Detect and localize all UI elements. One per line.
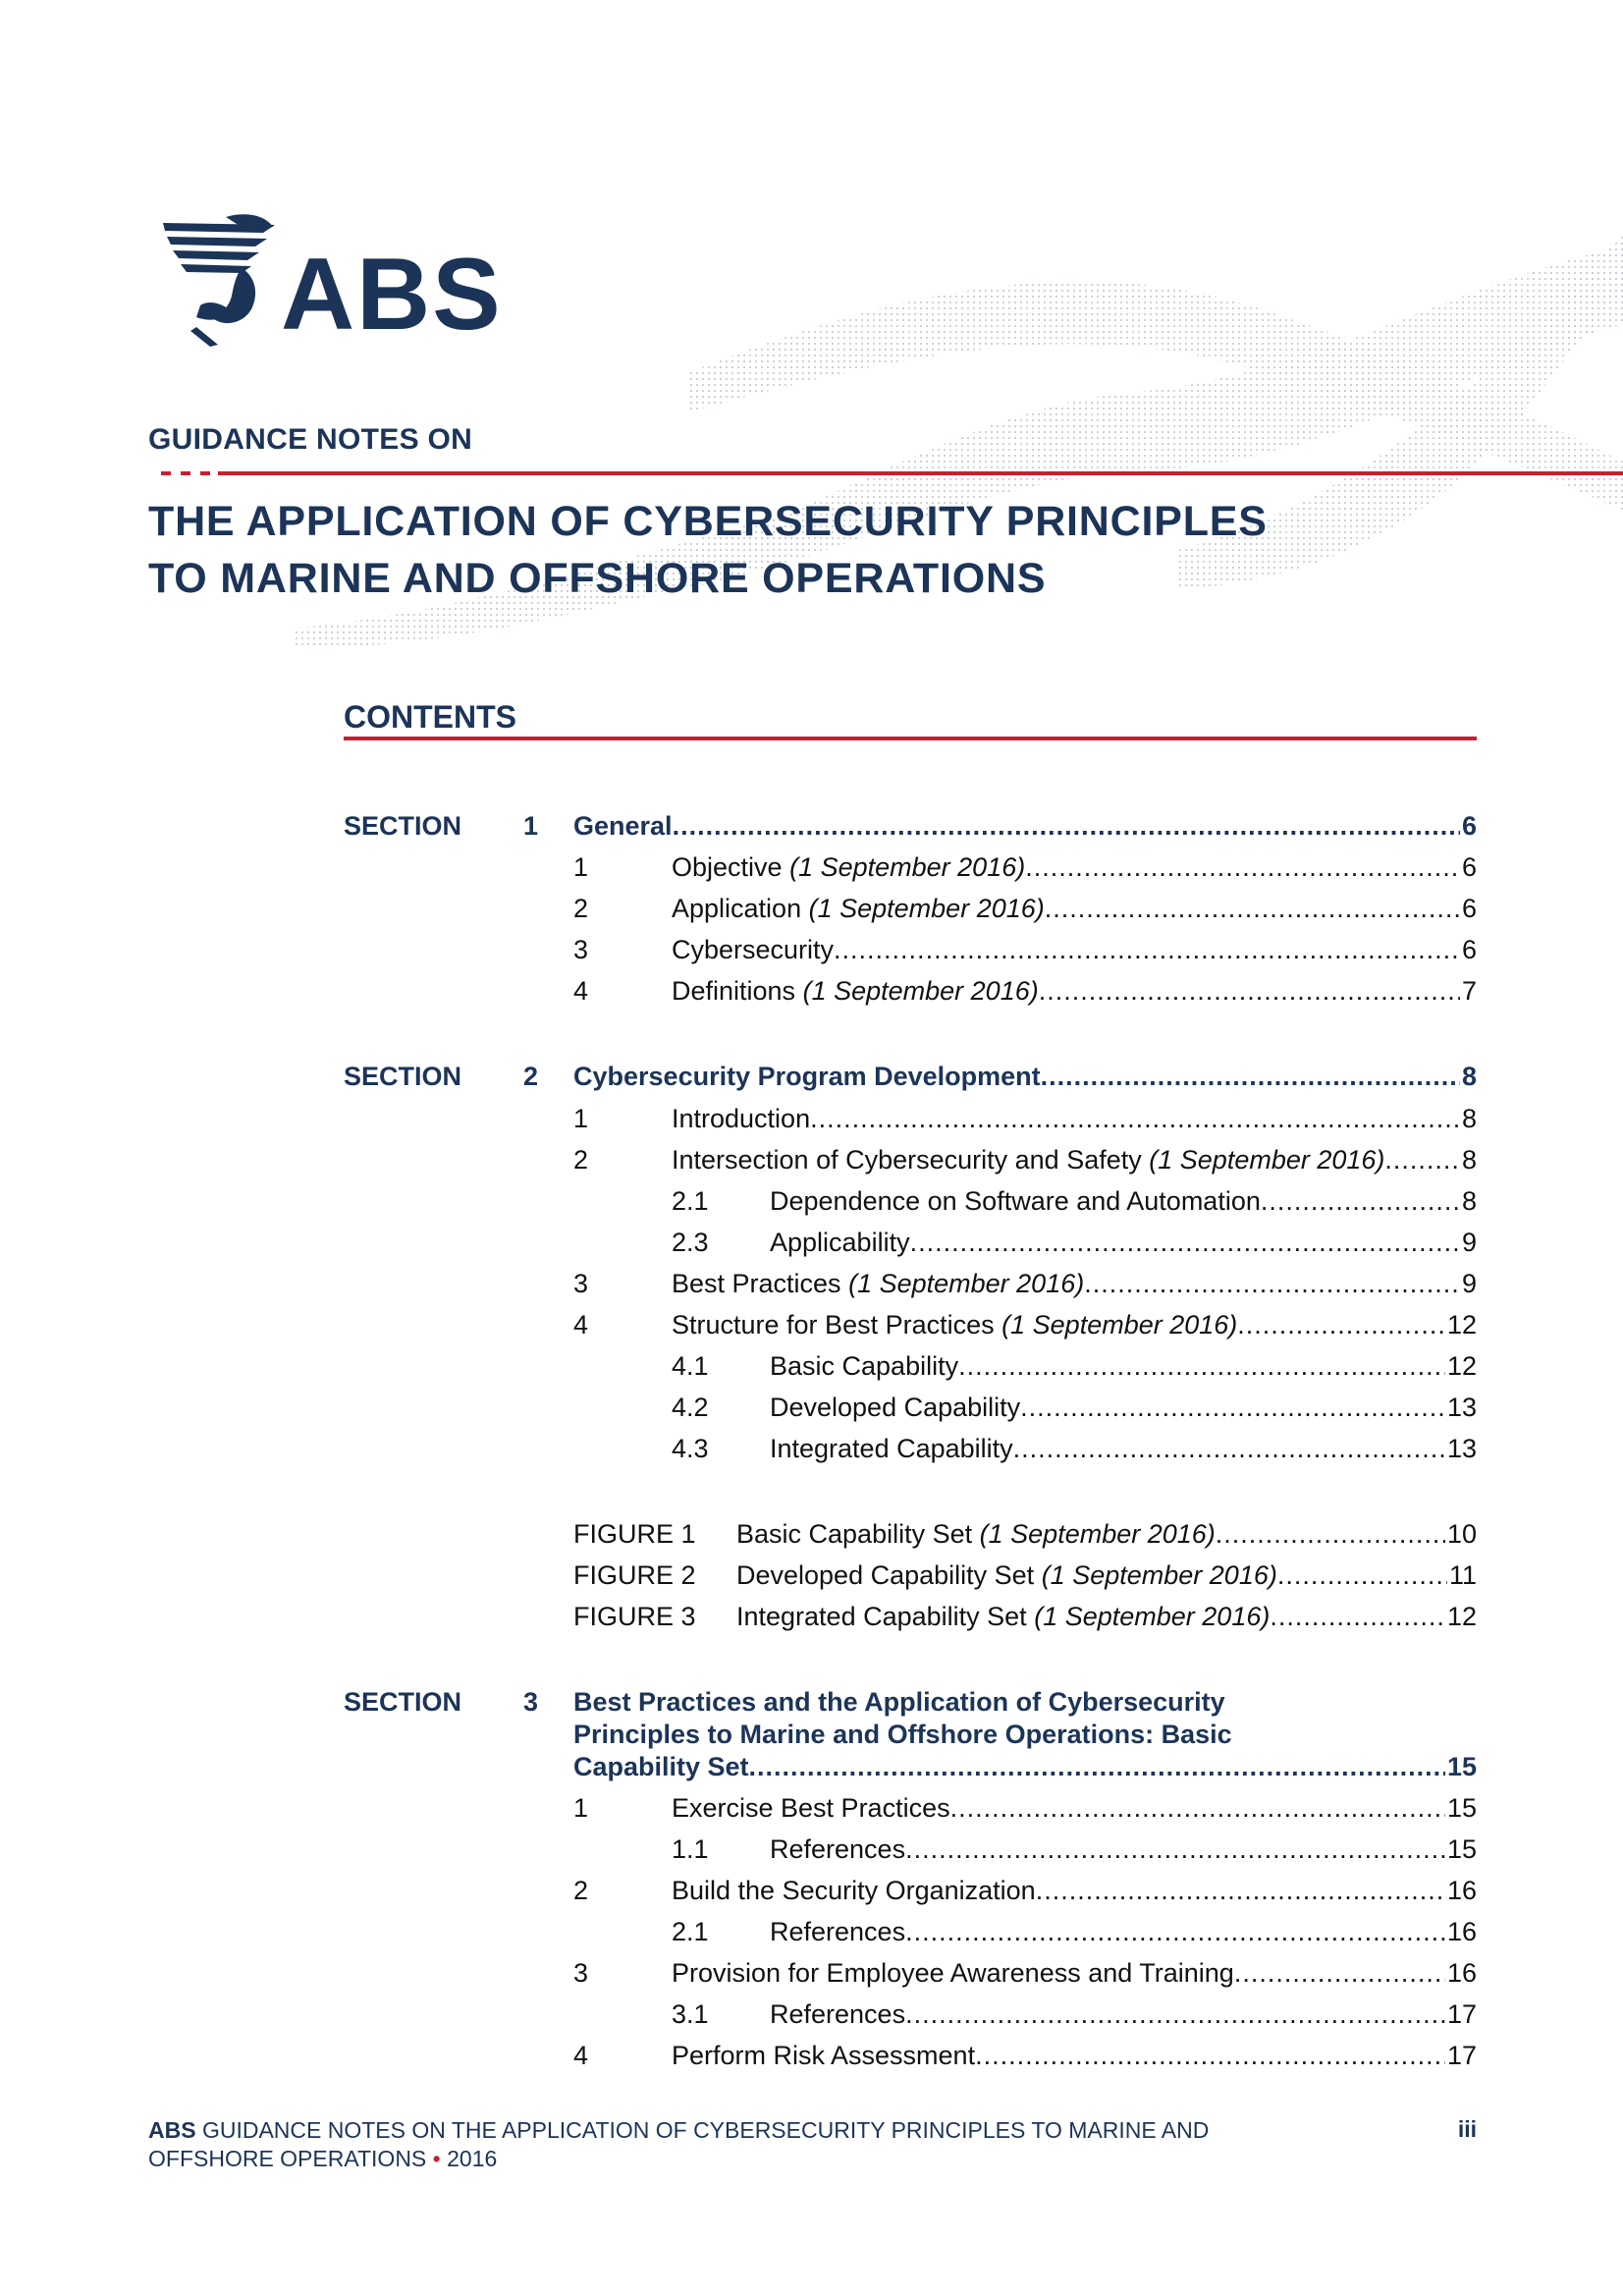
toc-subitem[interactable] — [770, 1433, 1477, 1465]
page-number: 13 — [1446, 1434, 1477, 1463]
section-title: General — [573, 811, 673, 841]
abs-logo-text: ABS — [281, 238, 503, 352]
page-number: 9 — [1461, 1228, 1477, 1257]
page-number: 9 — [1461, 1269, 1477, 1298]
page-number-footer: iii — [1457, 2116, 1477, 2142]
toc-item[interactable] — [672, 1268, 1477, 1300]
item-number: 1 — [573, 1104, 589, 1133]
item-title: Perform Risk Assessment — [672, 2041, 976, 2070]
figure-title: Developed Capability Set — [736, 1560, 1035, 1590]
item-note: (1 September 2016) — [789, 852, 1026, 882]
subitem-number: 4.1 — [672, 1351, 709, 1381]
figure-label: FIGURE 1 — [573, 1519, 696, 1549]
section-title-line-1[interactable]: Best Practices and the Application of Cybersecurity — [573, 1687, 1225, 1717]
subitem-number: 1.1 — [672, 1834, 709, 1864]
page-number: 16 — [1446, 1958, 1477, 1988]
subitem-number: 2.1 — [672, 1917, 709, 1946]
page-number: 15 — [1446, 1793, 1477, 1823]
item-note: (1 September 2016) — [1001, 1310, 1238, 1339]
figure-note: (1 September 2016) — [1041, 1560, 1277, 1590]
page-number: 17 — [1446, 1999, 1477, 2029]
toc-item[interactable] — [672, 1144, 1477, 1176]
page-number: 8 — [1461, 1062, 1477, 1091]
figure-note: (1 September 2016) — [979, 1519, 1216, 1549]
item-title: Applicability — [770, 1228, 910, 1257]
item-number: 3 — [573, 1269, 589, 1298]
item-number: 3 — [573, 1958, 589, 1988]
page-number: 12 — [1446, 1602, 1477, 1631]
section-number: 1 — [523, 811, 539, 841]
item-number: 2 — [573, 1145, 589, 1175]
title-line-2: TO MARINE AND OFFSHORE OPERATIONS — [148, 555, 1047, 602]
item-title: Provision for Employee Awareness and Training — [672, 1958, 1234, 1988]
item-note: (1 September 2016) — [802, 976, 1039, 1006]
header-divider — [218, 471, 1623, 475]
page-number: 6 — [1461, 935, 1477, 964]
item-title: References — [770, 1999, 906, 2029]
figure-note: (1 September 2016) — [1034, 1602, 1271, 1631]
page-number: 6 — [1461, 852, 1477, 882]
page-number: 12 — [1446, 1351, 1477, 1381]
page-number: 15 — [1446, 1834, 1477, 1864]
item-number: 4 — [573, 1310, 589, 1339]
guidance-kicker: GUIDANCE NOTES ON — [148, 423, 473, 456]
item-number: 2 — [573, 894, 589, 923]
page-number: 8 — [1461, 1104, 1477, 1133]
figure-title: Integrated Capability Set — [736, 1602, 1027, 1631]
item-title: References — [770, 1917, 906, 1946]
document-title — [148, 493, 1268, 607]
page-number: 13 — [1446, 1393, 1477, 1422]
item-title: Dependence on Software and Automation — [770, 1186, 1261, 1216]
page-number: 10 — [1446, 1519, 1477, 1549]
toc-subitem[interactable] — [770, 1916, 1477, 1948]
item-title: Exercise Best Practices — [672, 1793, 950, 1823]
footer-line-1: GUIDANCE NOTES ON THE APPLICATION OF CYBERSECURITY PRINCIPLES TO MARINE AND — [201, 2117, 1210, 2143]
toc-subitem[interactable] — [770, 1185, 1477, 1218]
toc-figure[interactable] — [736, 1518, 1477, 1551]
item-title: Developed Capability — [770, 1393, 1021, 1422]
toc-item[interactable] — [672, 1957, 1477, 1990]
subitem-number: 2.3 — [672, 1228, 709, 1257]
item-title: Cybersecurity — [672, 935, 835, 964]
toc-item[interactable] — [672, 1103, 1477, 1135]
item-title: Objective — [672, 852, 783, 882]
toc-subitem[interactable] — [770, 1392, 1477, 1424]
subitem-number: 3.1 — [672, 1999, 709, 2029]
footer-separator: • — [432, 2146, 441, 2171]
footer-line-2: OFFSHORE OPERATIONS — [148, 2146, 427, 2171]
item-number: 4 — [573, 976, 589, 1006]
toc-section-entry[interactable] — [573, 810, 1477, 843]
section-label: SECTION — [344, 811, 462, 841]
item-title: Build the Security Organization — [672, 1876, 1036, 1905]
figure-label: FIGURE 3 — [573, 1602, 696, 1631]
page-number: 6 — [1461, 894, 1477, 923]
section-number: 2 — [523, 1062, 539, 1091]
page-number: 17 — [1446, 2041, 1477, 2070]
item-number: 1 — [573, 852, 589, 882]
page-number: 7 — [1461, 976, 1477, 1006]
toc-section-entry[interactable] — [573, 1751, 1477, 1783]
toc-section-entry[interactable] — [573, 1061, 1477, 1093]
item-title: Application — [672, 894, 802, 923]
page-number: 11 — [1448, 1560, 1477, 1590]
section-title-line-3: Capability Set — [573, 1752, 749, 1781]
item-title: Best Practices — [672, 1269, 841, 1298]
red-dash — [200, 471, 210, 475]
figure-label: FIGURE 2 — [573, 1560, 696, 1590]
page-number: 6 — [1461, 811, 1477, 841]
toc-figure[interactable] — [736, 1601, 1477, 1633]
toc-figure[interactable] — [736, 1559, 1477, 1592]
toc-item[interactable] — [672, 2040, 1477, 2072]
page-footer — [148, 2116, 1326, 2173]
item-title: Intersection of Cybersecurity and Safety — [672, 1145, 1142, 1175]
section-title: Cybersecurity Program Development — [573, 1062, 1041, 1091]
item-title: References — [770, 1834, 906, 1864]
red-dash — [181, 471, 190, 475]
toc-subitem[interactable] — [770, 1227, 1477, 1259]
contents-divider — [344, 737, 1477, 740]
toc-subitem[interactable] — [770, 1833, 1477, 1866]
toc-item[interactable] — [672, 975, 1477, 1008]
section-number: 3 — [523, 1687, 539, 1717]
toc-item[interactable] — [672, 851, 1477, 884]
subitem-number: 4.3 — [672, 1434, 709, 1463]
footer-brand: ABS — [148, 2117, 196, 2143]
item-title: Structure for Best Practices — [672, 1310, 995, 1339]
toc-subitem[interactable] — [770, 1350, 1477, 1383]
item-note: (1 September 2016) — [848, 1269, 1085, 1298]
page-number: 16 — [1446, 1917, 1477, 1946]
item-note: (1 September 2016) — [808, 894, 1045, 923]
subitem-number: 4.2 — [672, 1393, 709, 1422]
item-number: 1 — [573, 1793, 589, 1823]
toc-item[interactable] — [672, 1309, 1477, 1341]
toc-item[interactable] — [672, 1875, 1477, 1907]
subitem-number: 2.1 — [672, 1186, 709, 1216]
item-title: Integrated Capability — [770, 1434, 1013, 1463]
page-number: 8 — [1461, 1145, 1477, 1175]
toc-item[interactable] — [672, 934, 1477, 966]
figure-title: Basic Capability Set — [736, 1519, 973, 1549]
footer-year: 2016 — [447, 2146, 498, 2171]
contents-heading: CONTENTS — [344, 699, 516, 735]
item-title: Definitions — [672, 976, 796, 1006]
page-number: 16 — [1446, 1876, 1477, 1905]
toc-item[interactable] — [672, 893, 1477, 925]
item-number: 3 — [573, 935, 589, 964]
item-title: Introduction — [672, 1104, 811, 1133]
page-number: 8 — [1461, 1186, 1477, 1216]
item-title: Basic Capability — [770, 1351, 959, 1381]
title-line-1: THE APPLICATION OF CYBERSECURITY PRINCIPLES — [148, 498, 1268, 545]
toc-item[interactable] — [672, 1792, 1477, 1825]
item-number: 2 — [573, 1876, 589, 1905]
item-number: 4 — [573, 2041, 589, 2070]
red-dash — [161, 471, 171, 475]
page-number: 12 — [1446, 1310, 1477, 1339]
page-number: 15 — [1446, 1752, 1477, 1781]
section-label: SECTION — [344, 1062, 462, 1091]
section-label: SECTION — [344, 1687, 462, 1717]
toc-subitem[interactable] — [770, 1998, 1477, 2031]
item-note: (1 September 2016) — [1149, 1145, 1385, 1175]
section-title-line-2[interactable]: Principles to Marine and Offshore Operations: Basic — [573, 1720, 1232, 1749]
